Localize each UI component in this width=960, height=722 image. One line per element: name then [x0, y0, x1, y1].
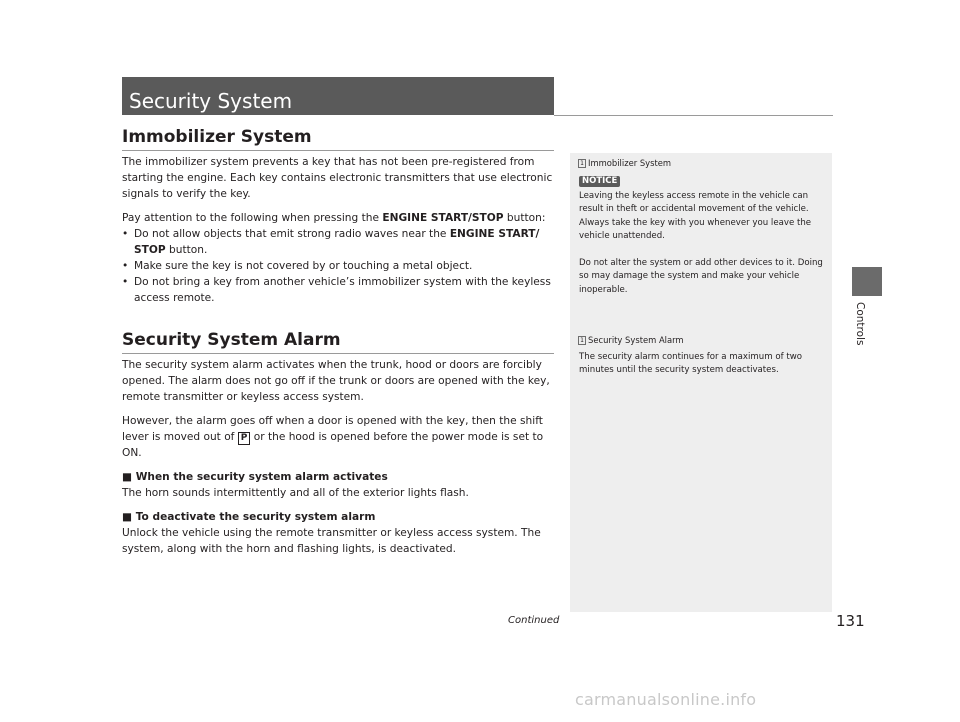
notice-badge: NOTICE — [579, 176, 620, 187]
alarm-subheading-activates — [122, 469, 554, 485]
bullet-text: Make sure the key is not covered by or touching a metal object. — [134, 260, 473, 272]
bullet-text-end: button. — [165, 244, 208, 256]
immobilizer-instructions — [122, 210, 554, 226]
alarm-paragraph-2 — [122, 413, 554, 461]
engine-start-stop-label: ENGINE START/STOP — [382, 212, 504, 224]
page-number: 131 — [836, 612, 865, 630]
bullet-text: Do not bring a key from another vehicle’s immobilizer system with the keyless access remote. — [134, 276, 551, 304]
immobilizer-heading: Immobilizer System — [122, 127, 312, 147]
park-key-symbol: P — [238, 432, 251, 445]
alarm-paragraph: The security system alarm activates when the trunk, hood or doors are forcibly opened. The alarm does not go off if the trunk or doors are opened with the key, remote transmitter or keyless access system. — [122, 359, 550, 403]
note-title-text: Immobilizer System — [588, 158, 672, 168]
reference-icon: 1 — [578, 159, 586, 168]
note-title — [570, 157, 832, 171]
continued-label: Continued — [508, 615, 560, 626]
banner-rule — [554, 115, 833, 116]
square-bullet-icon: ■ — [122, 511, 133, 523]
bullet-text: Do not allow objects that emit strong radio waves near the — [134, 228, 450, 240]
note-paragraph: Leaving the keyless access remote in the vehicle can result in theft or accidental movement of the vehicle. Always take the key with you whenever you leave the vehicle unattended. — [579, 190, 812, 241]
subheading-text: To deactivate the security system alarm — [135, 511, 376, 523]
alarm-text: However, the alarm goes off when a door is opened with the key, then the shift lever is moved out of — [122, 415, 543, 443]
subheading-text: When the security system alarm activates — [135, 471, 388, 483]
alarm-text-end: or the hood is opened before the power mode is set to ON. — [122, 431, 544, 459]
bullet-item: • Do not bring a key from another vehicle’s immobilizer system with the keyless access remote. — [122, 274, 554, 306]
bullet-item: • Do not allow objects that emit strong radio waves near the ENGINE START/ STOP button. — [122, 228, 540, 256]
alarm-subheading-deactivate — [122, 509, 554, 525]
alarm-deactivate-text: Unlock the vehicle using the remote transmitter or keyless access system. The system, along with the horn and flashing lights, is deactivated. — [122, 527, 541, 555]
engine-start-stop-label: ENGINE START/ STOP — [134, 228, 540, 256]
alarm-body — [122, 357, 554, 557]
immobilizer-heading-rule — [122, 150, 554, 151]
square-bullet-icon: ■ — [122, 471, 133, 483]
chapter-banner: Security System — [122, 77, 554, 115]
watermark: carmanualsonline.info — [575, 690, 757, 709]
alarm-activates-text: The horn sounds intermittently and all of the exterior lights flash. — [122, 487, 469, 499]
section-tab-label: Controls — [854, 302, 866, 346]
note-alarm — [570, 334, 832, 378]
reference-icon: 1 — [578, 336, 586, 345]
instructions-text: Pay attention to the following when pressing the — [122, 212, 383, 224]
alarm-heading: Security System Alarm — [122, 330, 341, 350]
note-immobilizer — [570, 157, 832, 297]
instructions-text-end: button: — [503, 212, 546, 224]
note-paragraph-2: Do not alter the system or add other devices to it. Doing so may damage the system and make your vehicle inoperable. — [579, 257, 823, 295]
note-title-text: Security System Alarm — [588, 335, 684, 345]
bullet-item: • Make sure the key is not covered by or touching a metal object. — [122, 260, 473, 272]
note-paragraph: The security alarm continues for a maximum of two minutes until the security system deactivates. — [579, 351, 802, 375]
immobilizer-paragraph: The immobilizer system prevents a key that has not been pre-registered from starting the engine. Each key contains electronic transmitters that use electronic signals to verify the key. — [122, 156, 553, 200]
note-title — [570, 334, 832, 348]
immobilizer-body — [122, 154, 554, 306]
section-tab-marker — [852, 267, 882, 296]
alarm-heading-rule — [122, 353, 554, 354]
